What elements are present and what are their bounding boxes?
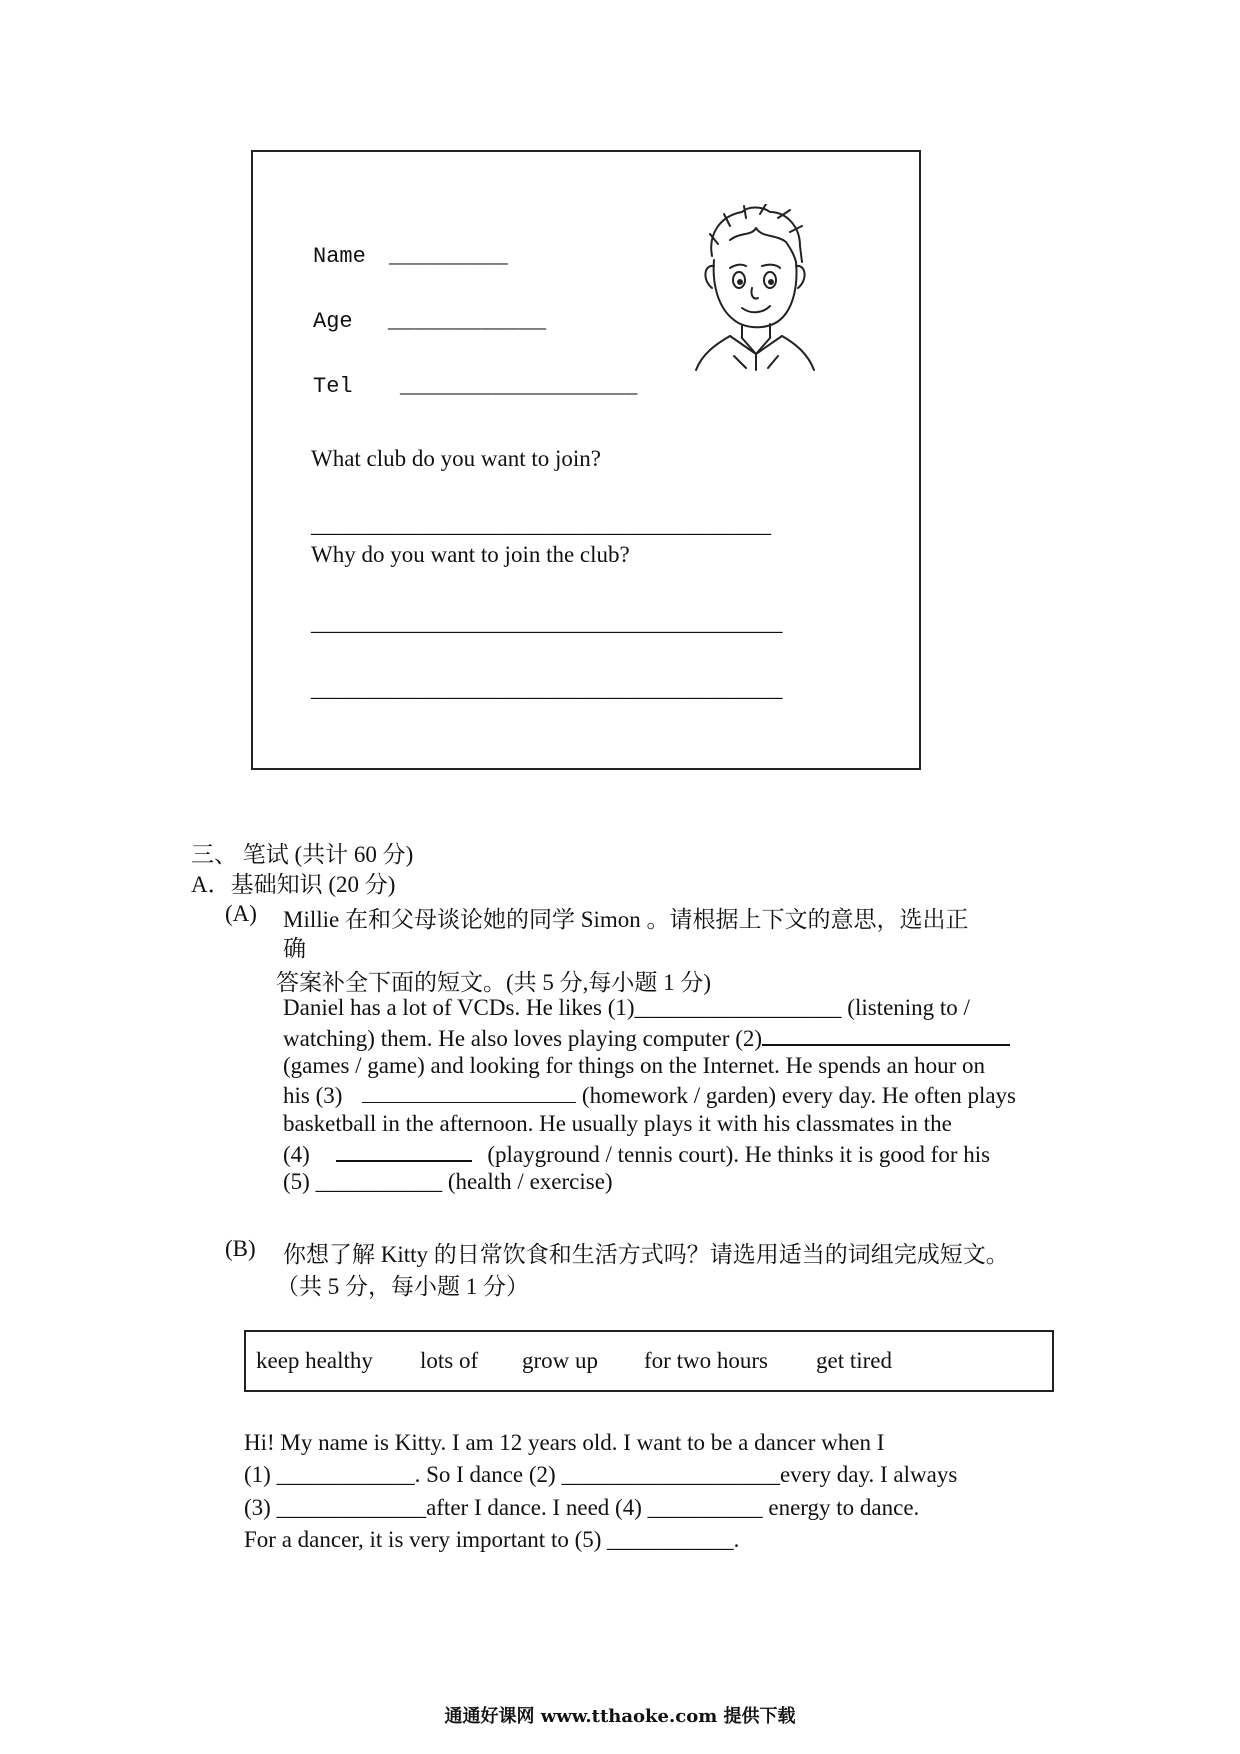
part-b-instruction-2: （共 5 分，每小题 1 分） (276, 1274, 529, 1299)
passage-a-line-7: (5) ___________ (health / exercise) (283, 1169, 613, 1194)
passage-a-line-4-text: his (3) (283, 1083, 343, 1108)
passage-a-line-5: basketball in the afternoon. He usually plays it with his classmates in the (283, 1111, 952, 1136)
tel-row (313, 374, 637, 399)
blank-4[interactable] (336, 1140, 472, 1162)
passage-a-line-6-tail: (playground / tennis court). He thinks it is good for his (487, 1142, 991, 1167)
part-a-instruction-2: 确 (283, 936, 306, 961)
name-label: Name (313, 244, 366, 269)
passage-a-line-1: Daniel has a lot of VCDs. He likes (1)__________________ (listening to / (283, 995, 970, 1020)
reason-answer-blank-1[interactable]: _________________________________________ (311, 610, 783, 635)
word-option: grow up (522, 1348, 599, 1373)
part-b-label: (B) (225, 1236, 256, 1261)
tel-blank[interactable]: __________________ (399, 374, 638, 399)
passage-a-line-4-tail: (homework / garden) every day. He often plays (581, 1083, 1016, 1108)
age-blank[interactable]: ____________ (387, 309, 547, 334)
part-a-heading: A．基础知识 (20 分) (191, 872, 396, 897)
age-row (313, 309, 546, 334)
word-option: get tired (816, 1348, 892, 1373)
word-option: lots of (420, 1348, 479, 1373)
part-b-instruction-1: 你想了解 Kitty 的日常饮食和生活方式吗？请选用适当的词组完成短文。 (283, 1242, 1009, 1267)
passage-a-line-6-text: (4) (283, 1142, 310, 1167)
blank-2[interactable] (762, 1024, 1010, 1046)
reason-question: Why do you want to join the club? (311, 542, 630, 567)
passage-b-line-3: (3) _____________after I dance. I need (4) __________ energy to dance. (244, 1495, 920, 1520)
part-a-instruction-3: 答案补全下面的短文。(共 5 分,每小题 1 分) (276, 970, 712, 995)
part-a-label: (A) (225, 901, 257, 926)
name-row (313, 244, 508, 269)
age-label: Age (313, 309, 353, 334)
boy-portrait-icon (690, 204, 820, 374)
passage-a-line-2 (283, 1024, 1010, 1052)
name-blank[interactable]: _________ (389, 244, 508, 269)
passage-a-line-3: (games / game) and looking for things on the Internet. He spends an hour on (283, 1053, 985, 1078)
word-option: keep healthy (256, 1348, 373, 1373)
blank-3[interactable] (362, 1082, 576, 1103)
part-a-instruction-1: Millie 在和父母谈论她的同学 Simon 。请根据上下文的意思，选出正 (283, 907, 969, 932)
passage-b-line-4: For a dancer, it is very important to (5) ___________. (244, 1527, 740, 1552)
passage-a-line-4 (283, 1082, 1016, 1109)
passage-a-line-2-text: watching) them. He also loves playing computer (2) (283, 1026, 763, 1051)
tel-label: Tel (313, 374, 353, 399)
word-bank-box (244, 1330, 1054, 1392)
section-heading: 三、 笔试 (共计 60 分) (191, 842, 414, 867)
club-answer-blank[interactable]: ________________________________________ (311, 512, 771, 537)
passage-b-line-1: Hi! My name is Kitty. I am 12 years old. I want to be a dancer when I (244, 1430, 885, 1455)
footer-credit: 通通好课网 www.tthaoke.com 提供下载 (444, 1706, 796, 1727)
passage-a-line-6 (283, 1140, 990, 1168)
word-option: for two hours (644, 1348, 768, 1373)
reason-answer-blank-2[interactable]: _________________________________________ (311, 676, 783, 701)
club-question: What club do you want to join? (311, 446, 601, 471)
passage-b-line-2: (1) ____________. So I dance (2) ___________________every day. I always (244, 1462, 958, 1487)
